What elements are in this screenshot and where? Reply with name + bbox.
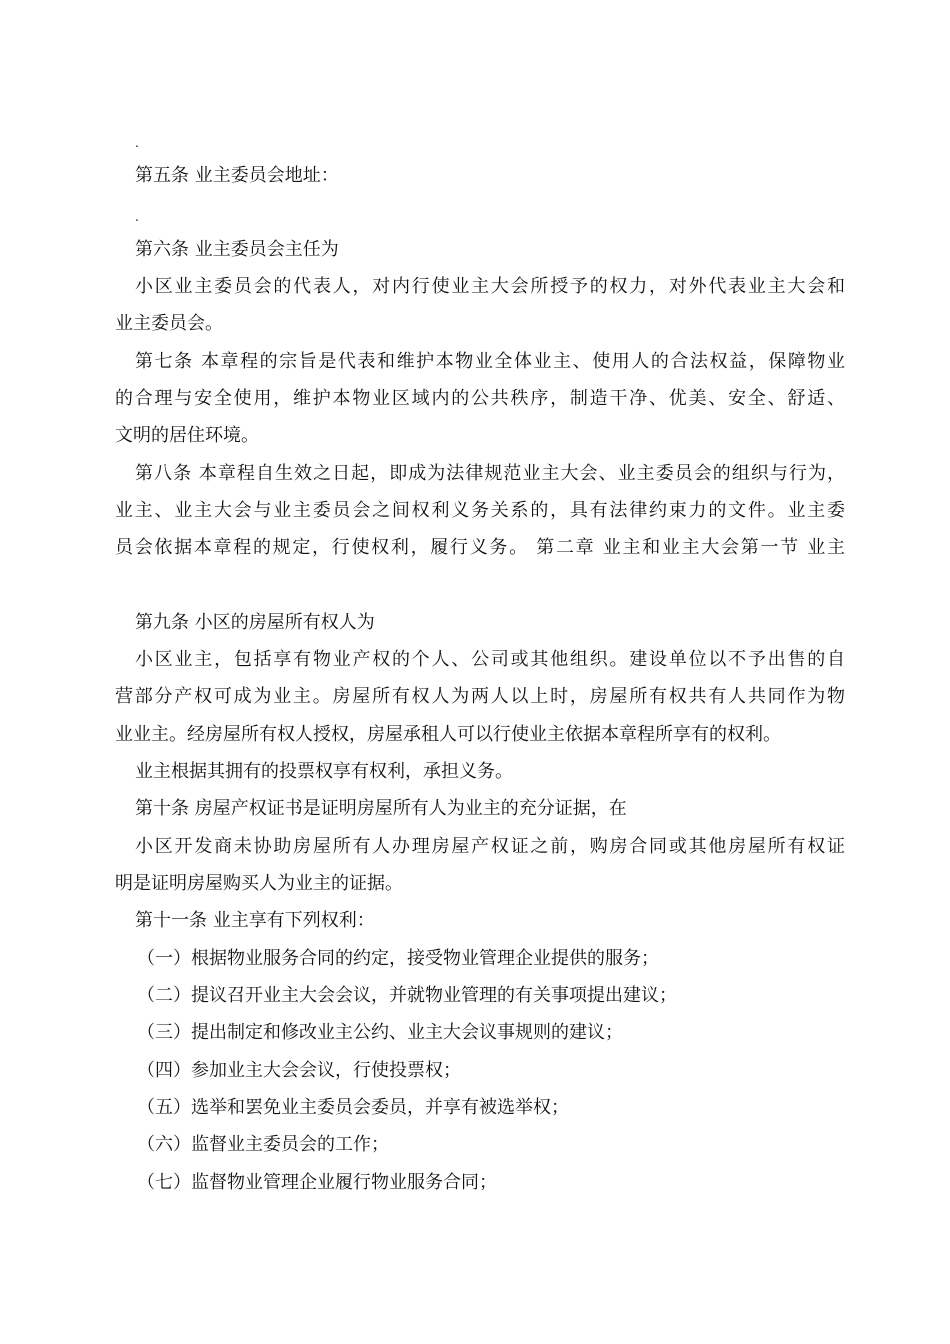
article-9-text: 营部分产权可成为业主。房屋所有权人为两人以上时，房屋所有权共有人共同作为物: [115, 686, 845, 707]
article-8-text: 第八条 本章程自生效之日起，即成为法律规范业主大会、业主委员会的组织与行为，: [135, 463, 845, 484]
rights-list-item: （六）监督业主委员会的工作；: [137, 1134, 389, 1155]
rights-list-item: （七）监督物业管理企业履行物业服务合同；: [137, 1172, 497, 1193]
stray-dot: .: [135, 210, 139, 224]
article-9-text: 业业主。经房屋所有权人授权，房屋承租人可以行使业主依据本章程所享有的权利。: [115, 724, 781, 745]
article-8-text: 员会依据本章程的规定，行使权利，履行义务。 第二章 业主和业主大会第一节 业主: [115, 537, 845, 558]
article-9-text: 业主根据其拥有的投票权享有权利，承担义务。: [135, 761, 513, 782]
rights-list-item: （四）参加业主大会会议，行使投票权；: [137, 1060, 461, 1081]
article-10-text: 第十条 房屋产权证书是证明房屋所有人为业主的充分证据，在: [135, 798, 627, 819]
article-7-text: 的合理与安全使用，维护本物业区域内的公共秩序，制造干净、优美、安全、舒适、: [115, 388, 845, 409]
rights-list-item: （五）选举和罢免业主委员会委员，并享有被选举权；: [137, 1097, 569, 1118]
article-6-text: 小区业主委员会的代表人，对内行使业主大会所授予的权力，对外代表业主大会和: [135, 276, 845, 297]
article-8-text: 业主、业主大会与业主委员会之间权利义务关系的，具有法律约束力的文件。业主委: [115, 500, 845, 521]
article-5-heading: 第五条 业主委员会地址：: [135, 165, 339, 186]
article-7-text: 第七条 本章程的宗旨是代表和维护本物业全体业主、使用人的合法权益，保障物业: [135, 351, 845, 372]
rights-list-item: （二）提议召开业主大会会议，并就物业管理的有关事项提出建议；: [137, 985, 677, 1006]
article-7-text: 文明的居住环境。: [115, 425, 259, 446]
rights-list-item: （一）根据物业服务合同的约定，接受物业管理企业提供的服务；: [137, 948, 659, 969]
rights-list-item: （三）提出制定和修改业主公约、业主大会议事规则的建议；: [137, 1022, 623, 1043]
article-10-text: 明是证明房屋购买人为业主的证据。: [115, 873, 403, 894]
article-10-text: 小区开发商未协助房屋所有人办理房屋产权证之前，购房合同或其他房屋所有权证: [135, 836, 845, 857]
article-11-heading: 第十一条 业主享有下列权利：: [135, 910, 375, 931]
article-9-text: 小区业主，包括享有物业产权的个人、公司或其他组织。建设单位以不予出售的自: [135, 649, 845, 670]
stray-dot: .: [135, 136, 139, 150]
article-9-heading: 第九条 小区的房屋所有权人为: [135, 612, 375, 633]
article-6-heading: 第六条 业主委员会主任为: [135, 239, 339, 260]
article-6-text: 业主委员会。: [115, 313, 223, 334]
